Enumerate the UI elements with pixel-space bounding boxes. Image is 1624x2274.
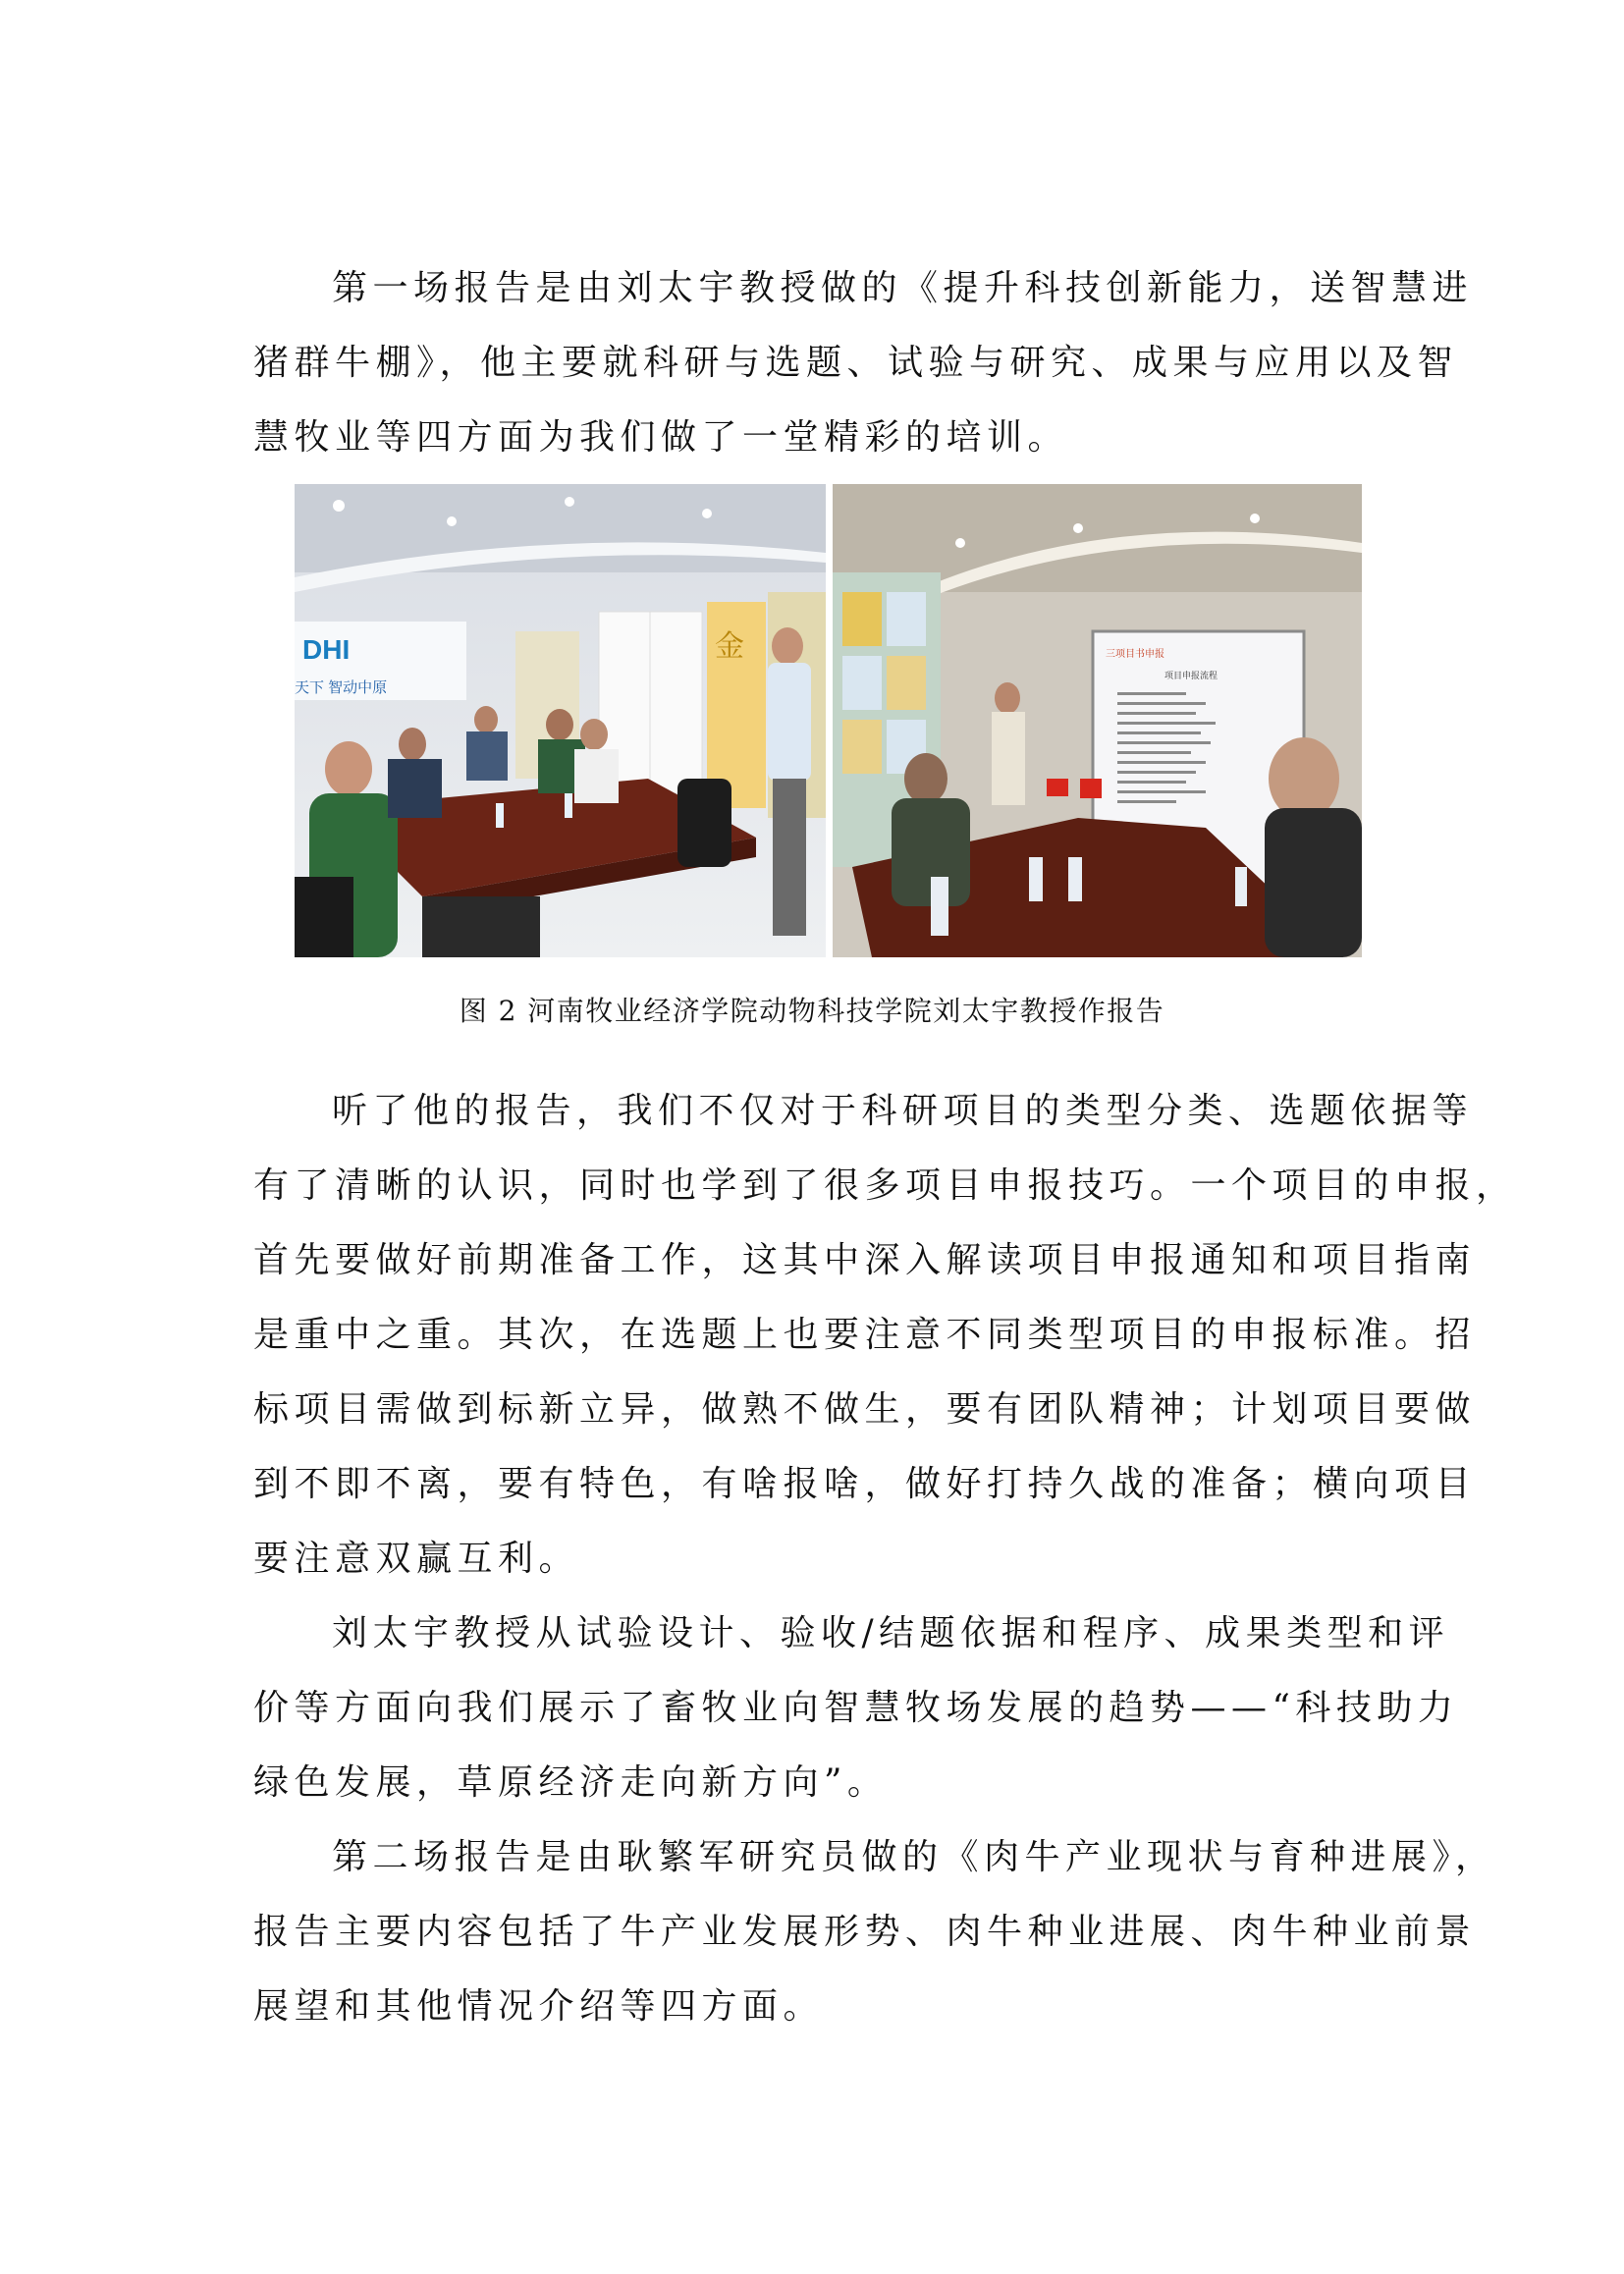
- paragraph-1: [253, 251, 1474, 475]
- meeting-photo-left: [295, 484, 826, 957]
- presentation-room-image: [833, 484, 1362, 957]
- paragraph-3: [253, 1597, 1459, 1820]
- paragraph-line: 是重中之重。其次，在选题上也要注意不同类型项目的申报标准。招: [253, 1315, 1477, 1355]
- screen-subtitle: 项目申报流程: [1164, 671, 1218, 680]
- paragraph-line: 刘太宇教授从试验设计、验收/结题依据和程序、成果类型和评: [332, 1613, 1450, 1653]
- paragraph-line: 要注意双赢互利。: [253, 1539, 580, 1579]
- paragraph-line: 首先要做好前期准备工作，这其中深入解读项目申报通知和项目指南: [253, 1240, 1477, 1280]
- paragraph-4: [253, 1820, 1496, 2044]
- paragraph-line: 第一场报告是由刘太宇教授做的《提升科技创新能力，送智慧进: [332, 268, 1474, 308]
- paragraph-line: 有了清晰的认识，同时也学到了很多项目申报技巧。一个项目的申报，: [253, 1165, 1517, 1206]
- banner-logo: DHI: [302, 634, 351, 665]
- figure-photos: [295, 484, 1362, 957]
- paragraph-line: 第二场报告是由耿繁军研究员做的《肉牛产业现状与育种进展》，: [332, 1837, 1496, 1877]
- meeting-photo-right: [833, 484, 1362, 957]
- paragraph-line: 报告主要内容包括了牛产业发展形势、肉牛种业进展、肉牛种业前景: [253, 1912, 1477, 1952]
- paragraph-2: [253, 1074, 1517, 1597]
- paragraph-line: 到不即不离，要有特色，有啥报啥，做好打持久战的准备；横向项目: [253, 1464, 1477, 1504]
- screen-title: 三项目书申报: [1106, 649, 1164, 660]
- paragraph-line: 猪群牛棚》，他主要就科研与选题、试验与研究、成果与应用以及智: [253, 343, 1459, 383]
- banner-slogan: 天下 智动中原: [295, 679, 388, 696]
- wall-glyph: 金: [715, 629, 744, 664]
- meeting-room-image: [295, 484, 826, 957]
- paragraph-line: 绿色发展，草原经济走向新方向”。: [253, 1762, 889, 1803]
- paragraph-line: 听了他的报告，我们不仅对于科研项目的类型分类、选题依据等: [332, 1091, 1474, 1131]
- paragraph-line: 价等方面向我们展示了畜牧业向智慧牧场发展的趋势——“科技助力: [253, 1688, 1459, 1728]
- figure-caption: 图 2 河南牧业经济学院动物科技学院刘太宇教授作报告: [459, 995, 1165, 1027]
- paragraph-line: 展望和其他情况介绍等四方面。: [253, 1986, 825, 2027]
- paragraph-line: 标项目需做到标新立异，做熟不做生，要有团队精神；计划项目要做: [253, 1389, 1477, 1430]
- paragraph-line: 慧牧业等四方面为我们做了一堂精彩的培训。: [253, 417, 1069, 458]
